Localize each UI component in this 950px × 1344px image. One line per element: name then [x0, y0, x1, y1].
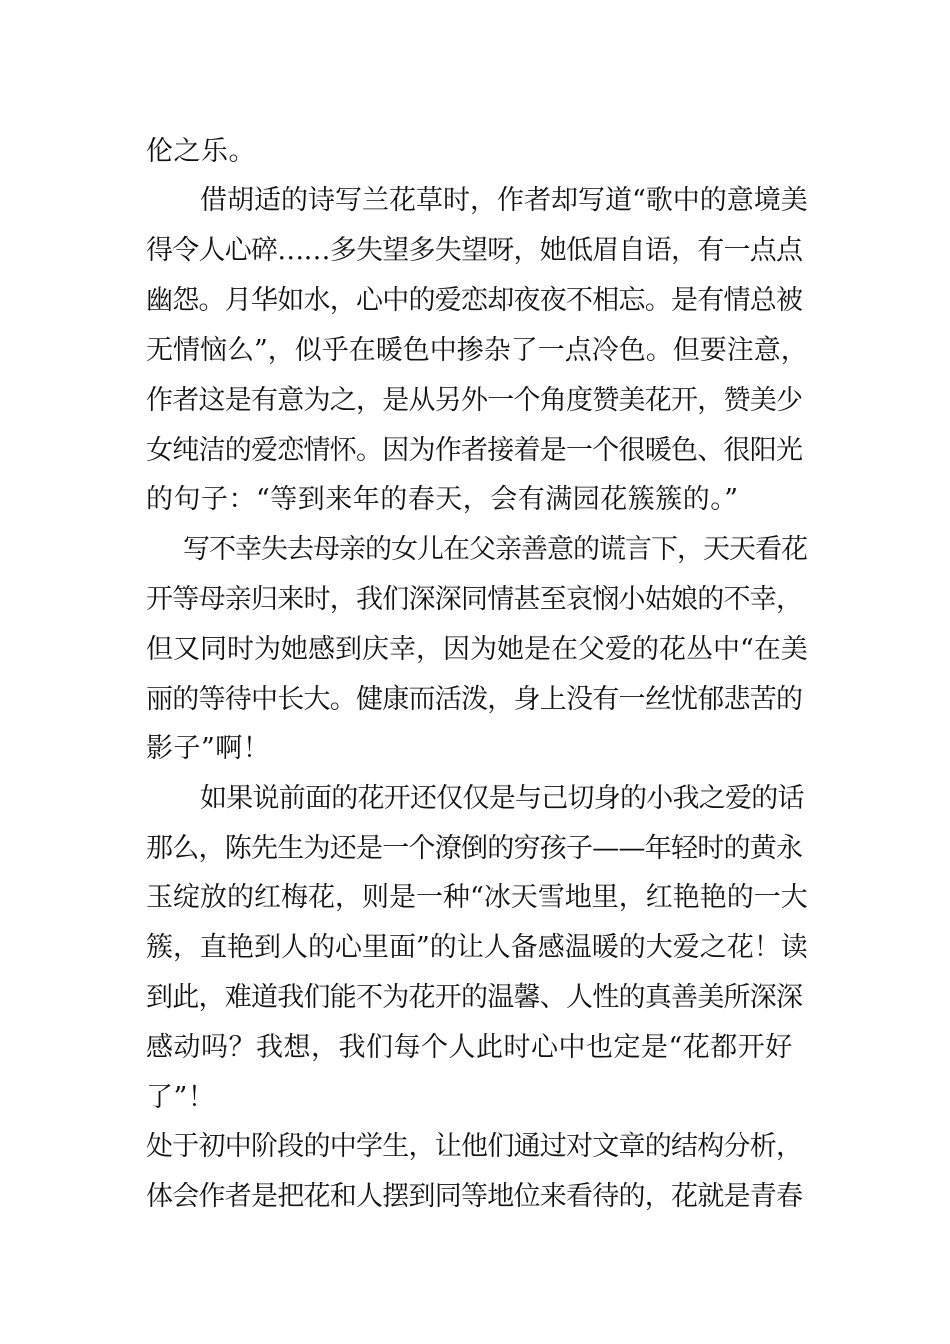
text-line: 感动吗？我想，我们每个人此时心中也定是“花都开好 — [146, 1032, 793, 1063]
text-line: 幽怨。月华如水，心中的爱恋却夜夜不相忘。是有情总被 — [146, 285, 803, 316]
text-line: 无情恼么”，似乎在暖色中掺杂了一点冷色。但要注意， — [146, 335, 808, 366]
text-line: 那么，陈先生为还是一个潦倒的穷孩子——年轻时的黄永 — [146, 833, 803, 864]
text-line: 作者这是有意为之，是从另外一个角度赞美花开，赞美少 — [146, 385, 803, 416]
text-line: 写不幸失去母亲的女儿在父亲善意的谎言下，天天看花 — [183, 534, 807, 565]
text-line: 了”！ — [146, 1082, 216, 1113]
text-line: 玉绽放的红梅花，则是一种“冰天雪地里，红艳艳的一大 — [146, 882, 808, 913]
text-line: 得令人心碎……多失望多失望呀，她低眉自语，有一点点 — [146, 235, 803, 266]
text-line: 处于初中阶段的中学生，让他们通过对文章的结构分析， — [146, 1131, 803, 1162]
text-line: 如果说前面的花开还仅仅是与己切身的小我之爱的话 — [200, 783, 804, 814]
text-line: 的句子：“等到来年的春天，会有满园花簇簇的。” — [146, 484, 739, 515]
text-line: 到此，难道我们能不为花开的温馨、人性的真善美所深深 — [146, 982, 803, 1013]
text-line: 女纯洁的爱恋情怀。因为作者接着是一个很暖色、很阳光 — [146, 435, 803, 466]
text-line: 簇，直艳到人的心里面”的让人备感温暖的大爱之花！读 — [146, 932, 808, 963]
text-line: 体会作者是把花和人摆到同等地位来看待的，花就是青春 — [146, 1181, 803, 1212]
text-line: 丽的等待中长大。健康而活泼，身上没有一丝忧郁悲苦的 — [146, 684, 803, 715]
text-line: 伦之乐。 — [146, 136, 256, 167]
text-line: 借胡适的诗写兰花草时，作者却写道“歌中的意境美 — [200, 185, 808, 216]
text-line: 开等母亲归来时，我们深深同情甚至哀悯小姑娘的不幸， — [146, 584, 803, 615]
text-line: 影子”啊！ — [146, 733, 271, 764]
text-line: 但又同时为她感到庆幸，因为她是在父爱的花丛中“在美 — [146, 634, 808, 665]
